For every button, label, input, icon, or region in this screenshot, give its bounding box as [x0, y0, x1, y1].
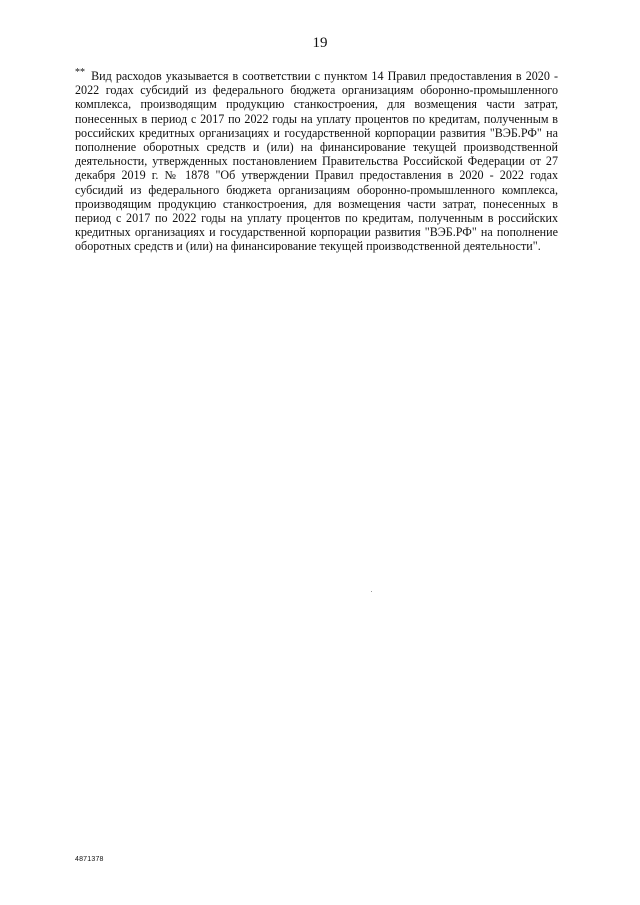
footnote-text: Вид расходов указывается в соответствии с пунктом 14 Правил предоставления в 2020 - 2022 годах субсидий из федерального бюджета организациям оборонно-промышленного комплекса, производящим продукцию станкостроения, для возмещения части затрат, понесенных в период с 2017 по 2022 годы на уплату процентов по кредитам, полученным в российских кредитных организациях и государственной корпорации развития "ВЭБ.РФ" на пополнение оборотных средств и (или) на финансирование текущей производственной деятельности, утвержденных постановлением Правительства Российской Федерации от 27 декабря 2019 г. № 1878 "Об утверждении Правил предоставления в 2020 - 2022 годах субсидий из федерального бюджета организациям оборонно-промышленного комплекса, производящим продукцию станкостроения, для возмещения части затрат, понесенных в период с 2017 по 2022 годы на уплату процентов по кредитам, полученным в российских кредитных организациях и государственной корпорации развития "ВЭБ.РФ" на пополнение оборотных средств и (или) на финансирование текущей производственной деятельности". [75, 69, 558, 254]
footnote-marker: ** [75, 66, 85, 78]
document-id: 4871378 [75, 856, 104, 863]
scan-speck [371, 591, 372, 592]
page-number: 19 [312, 35, 328, 51]
footnote [75, 66, 558, 254]
